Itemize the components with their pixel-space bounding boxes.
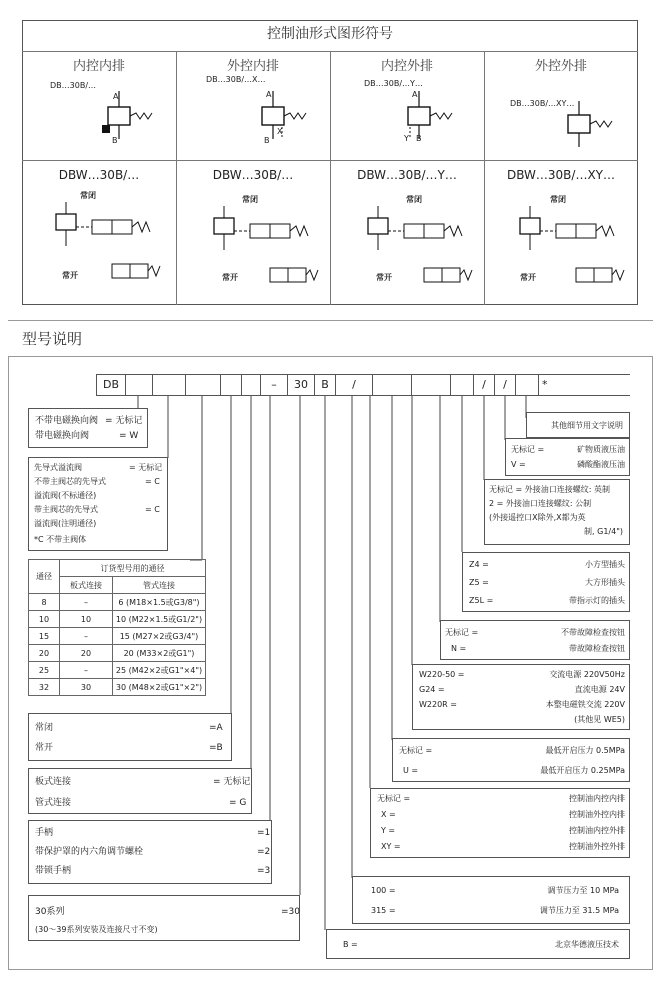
cell: 15 (29, 628, 60, 645)
power-desc: (其他见 WE5) (574, 715, 625, 724)
code-db-x: DB…30B/…X… (206, 75, 266, 84)
dbw-code: DBW…30B/…XY… (506, 168, 615, 182)
opening-code: U = (403, 766, 419, 775)
pressure-desc: 调节压力至 10 MPa (547, 886, 619, 895)
opening-desc: 最低开启压力 0.5MPa (545, 746, 625, 755)
cell: 25 (29, 662, 60, 679)
port-b-label: B (264, 136, 270, 145)
normally-open-label: 常开 (376, 273, 392, 282)
other-details-box (526, 412, 630, 438)
code-db-cell: DB (96, 374, 126, 396)
fluid-desc: 磷酸酯液压油 (577, 460, 625, 469)
power-code: G24 = (419, 685, 445, 694)
pilot-line: 溢流阀(注明通径) (34, 519, 97, 528)
thread-line: 2 = 外接油口连接螺纹: 公制 (489, 499, 592, 508)
cell: 20 (M33×2或G1") (113, 645, 206, 662)
port-y-label: Y (404, 134, 409, 143)
normally-open-label: 常开 (520, 273, 536, 282)
maker-desc: 北京华德液压技术 (555, 940, 619, 949)
control-box (370, 788, 630, 858)
emergency-code: 无标记 = (445, 628, 479, 637)
adjust-box (28, 820, 272, 884)
plate-label: 板式连接 (35, 777, 72, 787)
thread-line: 无标记 = 外接油口连接螺纹: 英制 (489, 485, 611, 494)
opening-box (392, 738, 630, 782)
plug-box (462, 552, 630, 612)
port-x-label: X (277, 127, 283, 136)
cell: 10 (M22×1.5或G1/2") (113, 611, 206, 628)
series-box (28, 895, 300, 941)
emergency-box (440, 620, 630, 660)
fluid-desc: 矿物质液压油 (577, 445, 625, 454)
power-desc: 本整电磁铁交流 220V (545, 700, 625, 709)
maker-box (326, 929, 630, 959)
power-desc: 交流电源 220V50Hz (549, 670, 625, 679)
table-row (29, 645, 206, 662)
pipe-label: 管式连接 (35, 798, 72, 808)
power-desc: 直流电源 24V (574, 685, 625, 694)
cell: – (60, 628, 113, 645)
pipe-header: 管式连接 (113, 577, 206, 594)
port-a-label: A (266, 90, 272, 99)
pressure-code: 315 = (371, 906, 396, 915)
pilot-line: 带主阀芯的先导式 (34, 505, 98, 514)
opening-desc: 最低开启压力 0.25MPa (540, 766, 625, 775)
code-db-y: DB…30B/…Y… (364, 79, 423, 88)
plug-desc: 小方型插头 (585, 560, 625, 569)
thread-line: 制, G1/4") (584, 527, 623, 536)
solenoid-option-code: = 无标记 (105, 416, 143, 426)
size-table (28, 559, 206, 696)
code-db: DB…30B/… (50, 81, 97, 90)
maker-code: B = (343, 940, 358, 949)
pilot-box (28, 457, 168, 551)
plate-code: = 无标记 (213, 777, 251, 787)
code-b-cell: B (314, 374, 336, 396)
pilot-line: 不带主阀芯的先导式 (34, 477, 106, 486)
fluid-code: 无标记 = (511, 445, 545, 454)
adjust-label: 带保护罩的内六角调节螺栓 (35, 847, 144, 857)
normally-open-label: 常开 (222, 273, 238, 282)
table-row (29, 679, 206, 696)
port-a-label: A (113, 92, 119, 101)
series-code: =30 (281, 907, 300, 917)
dbw-code: DBW…30B/…Y… (357, 168, 457, 182)
cell: 6 (M18×1.5或G3/8") (113, 594, 206, 611)
control-desc: 控制油外控外排 (569, 842, 625, 851)
plug-code: Z5L = (469, 596, 494, 605)
thread-box (484, 479, 630, 545)
solenoid-option-label: 带电磁换向阀 (35, 431, 90, 441)
port-b-label: B (112, 136, 118, 145)
pilot-line: 溢流阀(不标通径) (34, 491, 97, 500)
cell: 20 (60, 645, 113, 662)
power-code: W220R = (419, 700, 457, 709)
normally-closed-label: 常闭 (406, 195, 422, 204)
no-label: 常开 (35, 743, 54, 753)
cell: 32 (29, 679, 60, 696)
control-code: X = (381, 810, 396, 819)
series-note: (30～39系列安装及连接尺寸不变) (35, 925, 158, 934)
control-code: 无标记 = (377, 794, 411, 803)
header-external-internal: 外控内排 (226, 59, 279, 74)
nc-label: 常闭 (35, 723, 54, 733)
table-row (29, 611, 206, 628)
port-b-label: B (416, 134, 422, 143)
cell: 8 (29, 594, 60, 611)
code-slash-cell: / (494, 374, 516, 396)
header-external-external: 外控外排 (534, 59, 587, 74)
dbw-code: DBW…30B/… (58, 168, 140, 182)
adjust-label: 手柄 (35, 828, 54, 838)
fluid-code: V = (511, 460, 526, 469)
nc-no-box (28, 713, 232, 761)
code-star-cell: * (538, 374, 630, 396)
emergency-desc: 带故障检查按钮 (569, 644, 625, 653)
adjust-label: 带锁手柄 (35, 866, 72, 876)
cell: 20 (29, 645, 60, 662)
cell: – (60, 662, 113, 679)
thread-line: (外接遥控口X除外,X都为英 (489, 513, 586, 522)
control-desc: 控制油内控内排 (569, 794, 625, 803)
power-code: W220-50 = (419, 670, 465, 679)
port-a-label: A (412, 90, 418, 99)
table-row (29, 662, 206, 679)
model-heading: 型号说明 (22, 330, 83, 348)
control-desc: 控制油内控外排 (569, 826, 625, 835)
page-title: 控制油形式图形符号 (267, 26, 393, 42)
no-code: =B (209, 743, 223, 753)
cell: 25 (M42×2或G1"×4") (113, 662, 206, 679)
control-code: XY = (381, 842, 401, 851)
normally-closed-label: 常闭 (550, 195, 566, 204)
normally-open-label: 常开 (62, 271, 78, 280)
pilot-code: = C (145, 505, 160, 514)
solenoid-option-code: = W (119, 431, 139, 441)
cell: – (60, 594, 113, 611)
solenoid-box (28, 408, 148, 448)
plug-desc: 带指示灯的插头 (569, 596, 625, 605)
adjust-code: =2 (257, 847, 271, 857)
pipe-code: = G (229, 798, 247, 808)
cell: 15 (M27×2或G3/4") (113, 628, 206, 645)
code-slash-cell: / (335, 374, 373, 396)
cell: 30 (M48×2或G1"×2") (113, 679, 206, 696)
other-details-text: 其他细节用文字说明 (551, 421, 623, 430)
adjust-code: =3 (257, 866, 271, 876)
cell: 30 (60, 679, 113, 696)
solenoid-option-label: 不带电磁换向阀 (35, 416, 99, 426)
pilot-line: *C 不带主阀体 (34, 535, 87, 544)
plate-header: 板式连接 (60, 577, 113, 594)
table-row (29, 628, 206, 645)
emergency-desc: 不带故障检查按钮 (561, 628, 625, 637)
code-30-cell: 30 (287, 374, 315, 396)
cell: 10 (60, 611, 113, 628)
fluid-box (505, 438, 630, 476)
header-internal-internal: 内控内排 (72, 59, 125, 74)
code-slash-cell: / (473, 374, 495, 396)
plug-code: Z5 = (469, 578, 489, 587)
control-desc: 控制油外控内排 (569, 810, 625, 819)
connection-box (28, 768, 252, 814)
nc-code: =A (209, 723, 223, 733)
series-label: 30系列 (35, 907, 65, 917)
power-box (412, 664, 630, 730)
emergency-code: N = (451, 644, 467, 653)
cell: 10 (29, 611, 60, 628)
opening-code: 无标记 = (399, 746, 433, 755)
pressure-code: 100 = (371, 886, 396, 895)
code-dash-cell: – (260, 374, 288, 396)
control-code: Y = (381, 826, 396, 835)
code-db-xy: DB…30B/…XY… (510, 99, 575, 108)
plug-code: Z4 = (469, 560, 489, 569)
pressure-desc: 调节压力至 31.5 MPa (539, 906, 619, 915)
normally-closed-label: 常闭 (80, 191, 96, 200)
header-internal-external: 内控外排 (380, 59, 433, 74)
table-title: 订货型号用的通径 (60, 560, 206, 577)
plug-desc: 大方形插头 (585, 578, 625, 587)
normally-closed-label: 常闭 (242, 195, 258, 204)
pressure-box (352, 876, 630, 924)
dbw-code: DBW…30B/… (212, 168, 294, 182)
table-row (29, 594, 206, 611)
pilot-code: = 无标记 (129, 463, 163, 472)
adjust-code: =1 (257, 828, 271, 838)
pilot-line: 先导式溢流阀 (34, 463, 82, 472)
pilot-code: = C (145, 477, 160, 486)
size-header: 通径 (29, 560, 60, 594)
